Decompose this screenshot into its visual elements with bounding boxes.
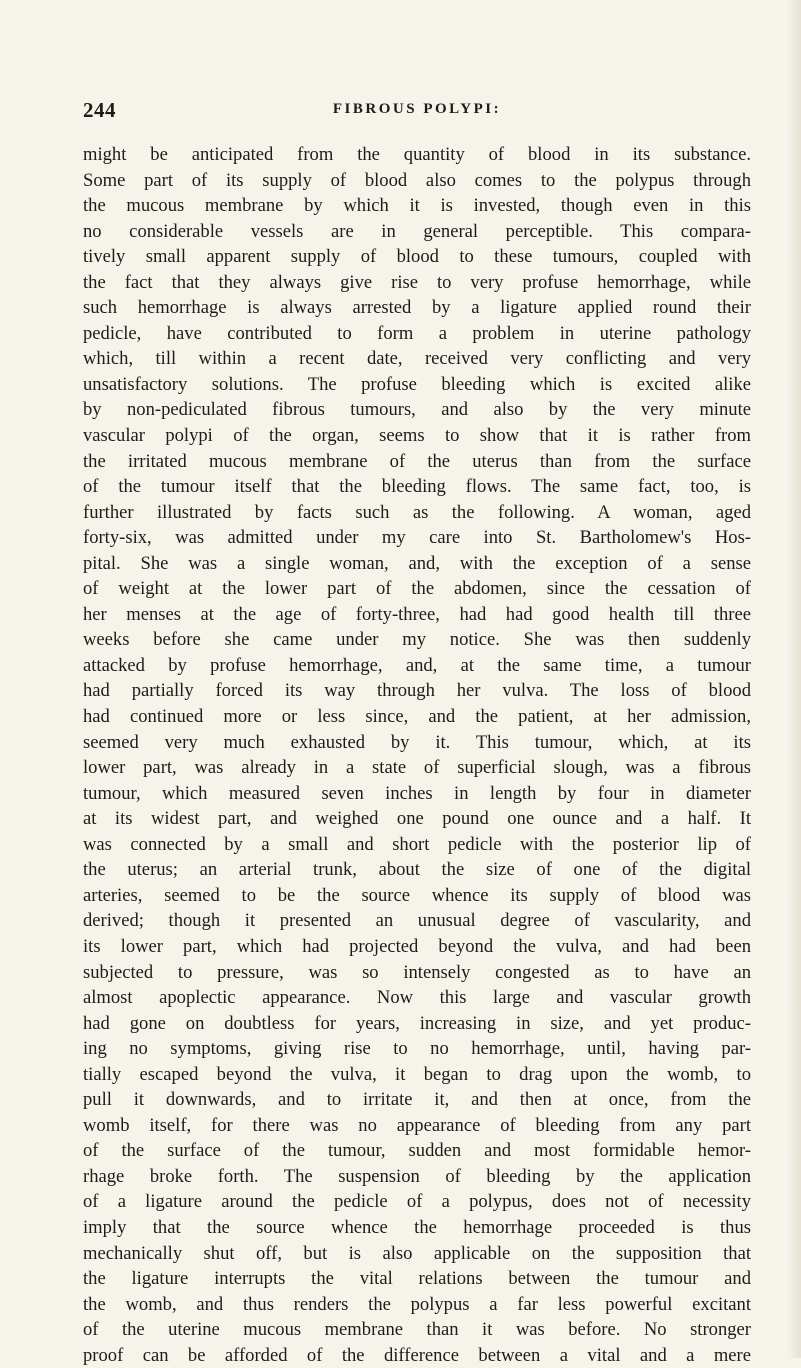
text-line: which, till within a recent date, received very conflicting and very bbox=[83, 348, 751, 370]
text-line: the mucous membrane by which it is invested, though even in this bbox=[83, 195, 751, 217]
text-line: such hemorrhage is always arrested by a ligature applied round their bbox=[83, 297, 751, 319]
text-line: might be anticipated from the quantity of blood in its substance. bbox=[83, 144, 751, 165]
page-edge-shadow bbox=[787, 0, 801, 1358]
text-line: had gone on doubtless for years, increasing in size, and yet produc- bbox=[83, 1012, 751, 1034]
text-line: had partially forced its way through her vulva. The loss of blood bbox=[83, 680, 751, 702]
text-line: weeks before she came under my notice. She was then suddenly bbox=[83, 629, 751, 651]
text-line: of the uterine mucous membrane than it was before. No stronger bbox=[83, 1319, 751, 1341]
text-line: attacked by profuse hemorrhage, and, at the same time, a tumour bbox=[83, 654, 751, 676]
text-line: unsatisfactory solutions. The profuse bleeding which is excited alike bbox=[83, 373, 751, 395]
text-line: of the surface of the tumour, sudden and most formidable hemor- bbox=[83, 1140, 751, 1162]
text-line: its lower part, which had projected beyond the vulva, and had been bbox=[83, 935, 751, 957]
text-line: lower part, was already in a state of superficial slough, was a fibrous bbox=[83, 757, 751, 779]
text-line: derived; though it presented an unusual degree of vascularity, and bbox=[83, 910, 751, 932]
text-line: the womb, and thus renders the polypus a far less powerful excitant bbox=[83, 1293, 751, 1315]
text-line: Some part of its supply of blood also comes to the polypus through bbox=[83, 169, 751, 191]
text-line: imply that the source whence the hemorrhage proceeded is thus bbox=[83, 1216, 751, 1238]
text-line: of the tumour itself that the bleeding flows. The same fact, too, is bbox=[83, 476, 751, 498]
text-line: pedicle, have contributed to form a problem in uterine pathology bbox=[83, 322, 751, 344]
text-line: proof can be afforded of the difference between a vital and a mere bbox=[83, 1344, 751, 1366]
text-line: the fact that they always give rise to very profuse hemorrhage, while bbox=[83, 271, 751, 293]
text-line: was connected by a small and short pedicle with the posterior lip of bbox=[83, 833, 751, 855]
running-head: FIBROUS POLYPI: bbox=[332, 101, 502, 117]
text-line: her menses at the age of forty-three, had had good health till three bbox=[83, 603, 751, 625]
body-text bbox=[83, 142, 751, 1368]
text-line: tumour, which measured seven inches in length by four in diameter bbox=[83, 782, 751, 804]
text-line: seemed very much exhausted by it. This tumour, which, at its bbox=[83, 731, 751, 753]
text-line: tially escaped beyond the vulva, it began to drag upon the womb, to bbox=[83, 1063, 751, 1085]
text-line: had continued more or less since, and the patient, at her admission, bbox=[83, 706, 751, 728]
text-line: by non-pediculated fibrous tumours, and also by the very minute bbox=[83, 399, 751, 421]
text-line: ing no symptoms, giving rise to no hemorrhage, until, having par- bbox=[83, 1038, 751, 1060]
text-line: the ligature interrupts the vital relations between the tumour and bbox=[83, 1268, 751, 1290]
text-line: arteries, seemed to be the source whence its supply of blood was bbox=[83, 884, 751, 906]
text-line: no considerable vessels are in general perceptible. This compara- bbox=[83, 220, 751, 242]
text-line: of weight at the lower part of the abdomen, since the cessation of bbox=[83, 578, 751, 600]
text-line: further illustrated by facts such as the following. A woman, aged bbox=[83, 501, 751, 523]
text-line: pital. She was a single woman, and, with the exception of a sense bbox=[83, 552, 751, 574]
text-line: at its widest part, and weighed one pound one ounce and a half. It bbox=[83, 808, 751, 830]
text-line: almost apoplectic appearance. Now this large and vascular growth bbox=[83, 987, 751, 1009]
text-line: forty-six, was admitted under my care into St. Bartholomew's Hos- bbox=[83, 527, 751, 549]
text-line: subjected to pressure, was so intensely congested as to have an bbox=[83, 961, 751, 983]
text-line: the uterus; an arterial trunk, about the size of one of the digital bbox=[83, 859, 751, 881]
text-line: rhage broke forth. The suspension of bleeding by the application bbox=[83, 1165, 751, 1187]
text-line: tively small apparent supply of blood to these tumours, coupled with bbox=[83, 246, 751, 268]
text-line: womb itself, for there was no appearance of bleeding from any part bbox=[83, 1114, 751, 1136]
text-line: vascular polypi of the organ, seems to show that it is rather from bbox=[83, 425, 751, 447]
text-line: pull it downwards, and to irritate it, and then at once, from the bbox=[83, 1089, 751, 1111]
page-header bbox=[83, 98, 751, 128]
text-line: the irritated mucous membrane of the uterus than from the surface bbox=[83, 450, 751, 472]
text-line: mechanically shut off, but is also applicable on the supposition that bbox=[83, 1242, 751, 1264]
page-number: 244 bbox=[83, 98, 116, 122]
text-line: of a ligature around the pedicle of a polypus, does not of necessity bbox=[83, 1191, 751, 1213]
